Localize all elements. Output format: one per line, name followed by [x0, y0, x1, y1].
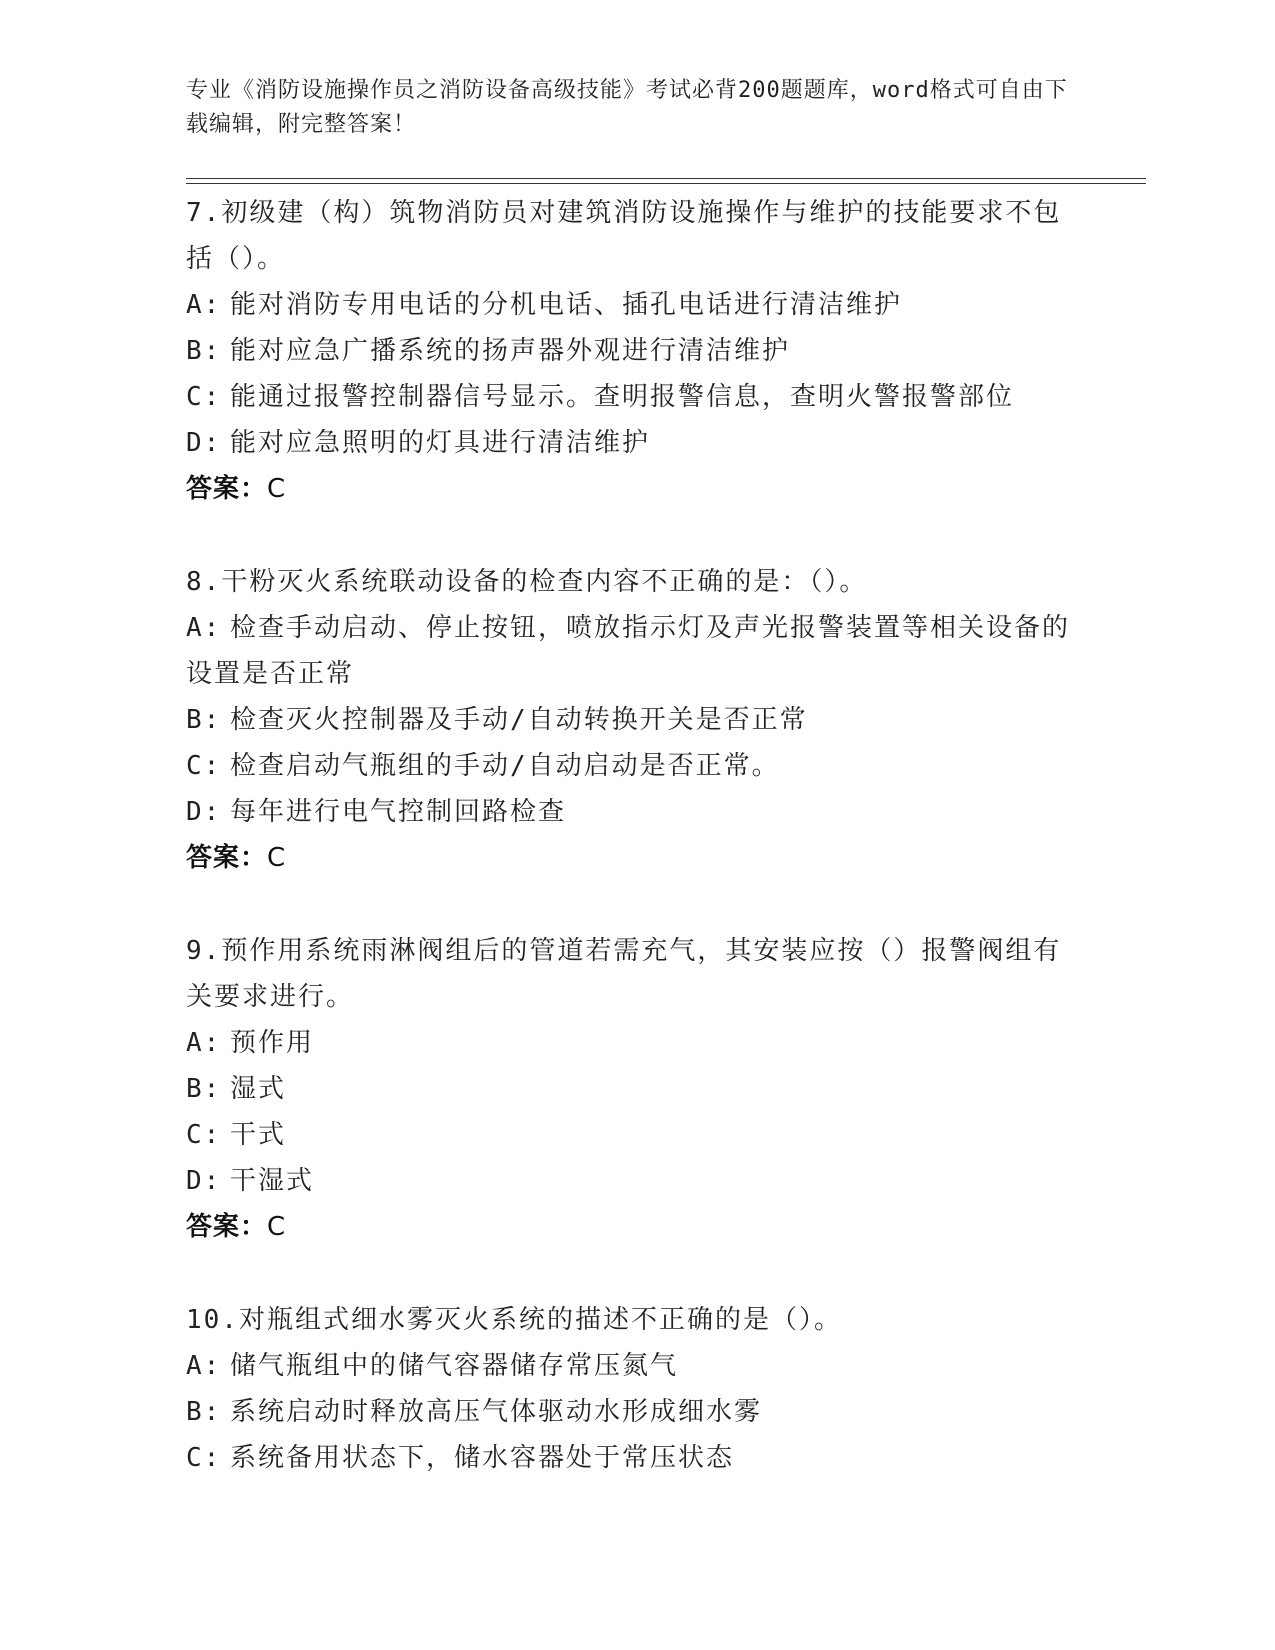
- question-number: 8.: [186, 567, 222, 597]
- option-letter: C:: [186, 1443, 222, 1473]
- option-text: 检查手动启动、停止按钮，喷放指示灯及声光报警装置等相关设备的设置是否正常: [186, 613, 1071, 689]
- option-c: [186, 374, 1086, 420]
- option-a: [186, 605, 1086, 697]
- question-item: [186, 1297, 1086, 1481]
- question-text: 预作用系统雨淋阀组后的管道若需充气，其安装应按（）报警阀组有关要求进行。: [186, 936, 1062, 1012]
- option-c: [186, 743, 1086, 789]
- option-d: [186, 1158, 1086, 1204]
- option-letter: B:: [186, 705, 222, 735]
- answer-line: [186, 835, 1086, 881]
- option-text: 系统备用状态下，储水容器处于常压状态: [230, 1443, 735, 1473]
- question-text: 对瓶组式细水雾灭火系统的描述不正确的是（）。: [238, 1305, 842, 1335]
- option-a: [186, 282, 1086, 328]
- option-letter: D:: [186, 428, 222, 458]
- option-text: 检查启动气瓶组的手动/自动启动是否正常。: [230, 751, 780, 781]
- question-number: 7.: [186, 198, 222, 228]
- question-stem: [186, 1297, 1086, 1343]
- header-divider-bottom: [186, 183, 1146, 184]
- answer-value: C: [267, 843, 286, 873]
- answer-value: C: [267, 474, 286, 504]
- question-list: [186, 190, 1086, 1528]
- option-b: [186, 697, 1086, 743]
- option-text: 能对应急广播系统的扬声器外观进行清洁维护: [230, 336, 791, 366]
- answer-line: [186, 466, 1086, 512]
- option-letter: A:: [186, 290, 222, 320]
- option-text: 储气瓶组中的储气容器储存常压氮气: [230, 1351, 679, 1381]
- option-text: 能对应急照明的灯具进行清洁维护: [230, 428, 651, 458]
- option-text: 预作用: [230, 1028, 315, 1058]
- option-letter: B:: [186, 1397, 222, 1427]
- option-letter: A:: [186, 1028, 222, 1058]
- question-item: [186, 559, 1086, 881]
- question-text: 干粉灭火系统联动设备的检查内容不正确的是：（）。: [221, 567, 868, 597]
- option-d: [186, 420, 1086, 466]
- option-d: [186, 789, 1086, 835]
- answer-value: C: [267, 1212, 286, 1242]
- option-letter: D:: [186, 797, 222, 827]
- option-b: [186, 328, 1086, 374]
- option-text: 干式: [230, 1120, 287, 1150]
- option-text: 系统启动时释放高压气体驱动水形成细水雾: [230, 1397, 763, 1427]
- option-a: [186, 1020, 1086, 1066]
- answer-label: 答案：: [186, 843, 268, 873]
- option-text: 湿式: [230, 1074, 287, 1104]
- option-letter: D:: [186, 1166, 222, 1196]
- option-c: [186, 1112, 1086, 1158]
- question-stem: [186, 559, 1086, 605]
- question-text: 初级建（构）筑物消防员对建筑消防设施操作与维护的技能要求不包括（）。: [186, 198, 1062, 274]
- option-text: 检查灭火控制器及手动/自动转换开关是否正常: [230, 705, 808, 735]
- option-letter: B:: [186, 336, 222, 366]
- answer-label: 答案：: [186, 1212, 268, 1242]
- option-letter: C:: [186, 1120, 222, 1150]
- question-number: 9.: [186, 936, 222, 966]
- option-text: 每年进行电气控制回路检查: [230, 797, 567, 827]
- option-b: [186, 1066, 1086, 1112]
- header-divider-top: [186, 178, 1146, 179]
- question-item: [186, 928, 1086, 1250]
- option-letter: B:: [186, 1074, 222, 1104]
- option-text: 能通过报警控制器信号显示。查明报警信息，查明火警报警部位: [230, 382, 1015, 412]
- answer-line: [186, 1204, 1086, 1250]
- question-item: [186, 190, 1086, 512]
- option-letter: A:: [186, 1351, 222, 1381]
- option-a: [186, 1343, 1086, 1389]
- option-letter: C:: [186, 751, 222, 781]
- answer-label: 答案：: [186, 474, 268, 504]
- option-c: [186, 1435, 1086, 1481]
- document-header: 专业《消防设施操作员之消防设备高级技能》考试必背200题题库，word格式可自由下载编辑，附完整答案！: [186, 78, 1068, 137]
- option-b: [186, 1389, 1086, 1435]
- question-number: 10.: [186, 1305, 239, 1335]
- question-stem: [186, 190, 1086, 282]
- option-text: 干湿式: [230, 1166, 315, 1196]
- option-letter: A:: [186, 613, 222, 643]
- question-stem: [186, 928, 1086, 1020]
- option-letter: C:: [186, 382, 222, 412]
- option-text: 能对消防专用电话的分机电话、插孔电话进行清洁维护: [230, 290, 903, 320]
